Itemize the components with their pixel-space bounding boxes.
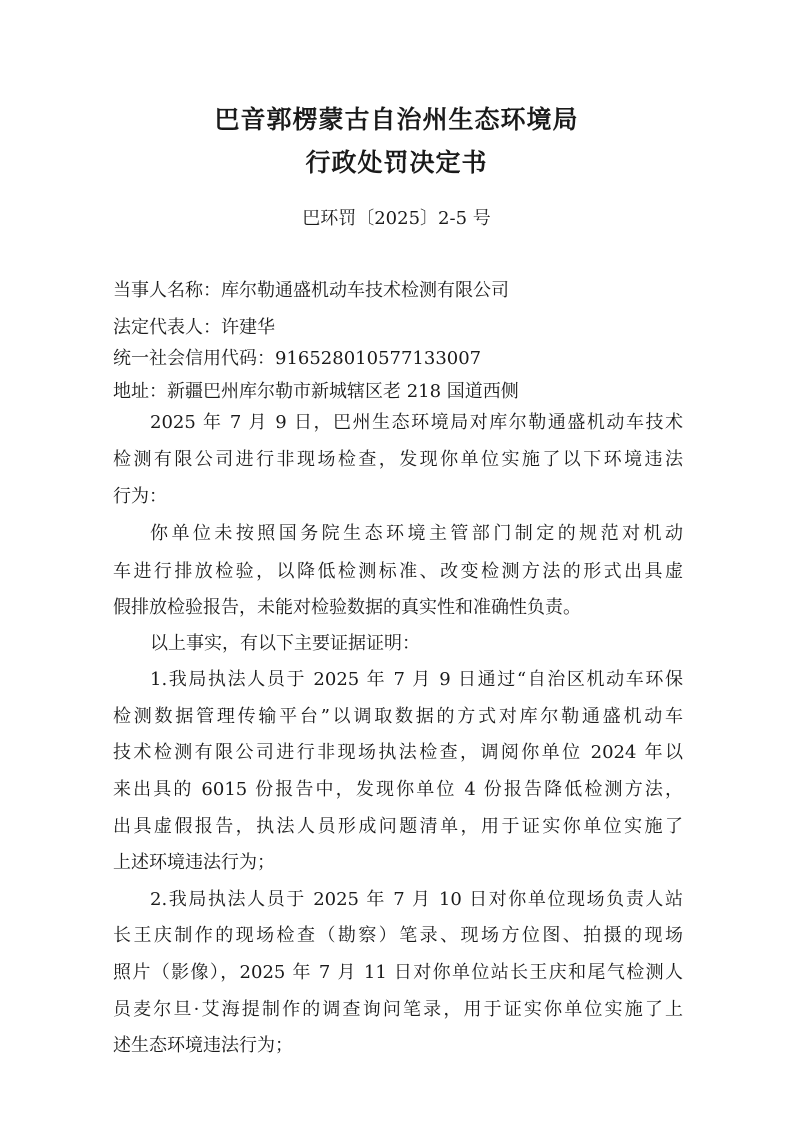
body-line: 以上事实，有以下主要证据证明： bbox=[150, 633, 420, 654]
body-line: 1.我局执法人员于 2025 年 7 月 9 日通过“自治区机动车环保 bbox=[150, 669, 683, 690]
legal-rep-value: 许建华 bbox=[221, 317, 275, 338]
body-line: 长王庆制作的现场检查（勘察）笔录、现场方位图、拍摄的现场 bbox=[113, 925, 683, 946]
body-line: 技术检测有限公司进行非现场执法检查，调阅你单位 2024 年以 bbox=[113, 742, 683, 763]
body-line: 员麦尔旦·艾海提制作的调查询问笔录，用于证实你单位实施了上 bbox=[113, 999, 683, 1020]
credit-code-row bbox=[113, 344, 481, 370]
legal-rep-label: 法定代表人： bbox=[113, 317, 221, 338]
agency-title: 巴音郭楞蒙古自治州生态环境局 bbox=[214, 105, 579, 134]
body-line: 车进行排放检验，以降低检测标准、改变检测方法的形式出具虚 bbox=[113, 561, 683, 582]
party-name-value: 库尔勒通盛机动车技术检测有限公司 bbox=[221, 280, 509, 301]
body-line: 检测有限公司进行非现场检查，发现你单位实施了以下环境违法 bbox=[113, 449, 683, 470]
address-row bbox=[113, 377, 519, 403]
body-line: 照片（影像），2025 年 7 月 11 日对你单位站长王庆和尾气检测人 bbox=[113, 962, 683, 983]
body-line: 上述环境违法行为； bbox=[113, 852, 275, 873]
credit-code-value: 916528010577133007 bbox=[275, 348, 482, 369]
body-line: 检测数据管理传输平台”以调取数据的方式对库尔勒通盛机动车 bbox=[113, 706, 683, 727]
party-name-label: 当事人名称： bbox=[113, 280, 221, 301]
body-line: 2.我局执法人员于 2025 年 7 月 10 日对你单位现场负责人站 bbox=[150, 889, 683, 910]
body-line: 2025 年 7 月 9 日，巴州生态环境局对库尔勒通盛机动车技术 bbox=[150, 412, 683, 433]
party-name-row bbox=[113, 276, 509, 302]
address-value: 新疆巴州库尔勒市新城辖区老 218 国道西侧 bbox=[167, 381, 519, 402]
credit-code-label: 统一社会信用代码： bbox=[113, 348, 275, 369]
body-line: 出具虚假报告，执法人员形成问题清单，用于证实你单位实施了 bbox=[113, 816, 683, 837]
document-number: 巴环罚〔2025〕2-5 号 bbox=[302, 208, 491, 229]
body-line: 来出具的 6015 份报告中，发现你单位 4 份报告降低检测方法， bbox=[113, 779, 683, 800]
body-line: 行为： bbox=[113, 486, 167, 507]
body-line: 你单位未按照国务院生态环境主管部门制定的规范对机动 bbox=[150, 523, 683, 544]
body-line: 述生态环境违法行为； bbox=[113, 1035, 293, 1056]
address-label: 地址： bbox=[113, 381, 167, 402]
legal-rep-row bbox=[113, 313, 275, 339]
document-type-title: 行政处罚决定书 bbox=[305, 148, 488, 177]
body-line: 假排放检验报告，未能对检验数据的真实性和准确性负责。 bbox=[113, 597, 581, 618]
